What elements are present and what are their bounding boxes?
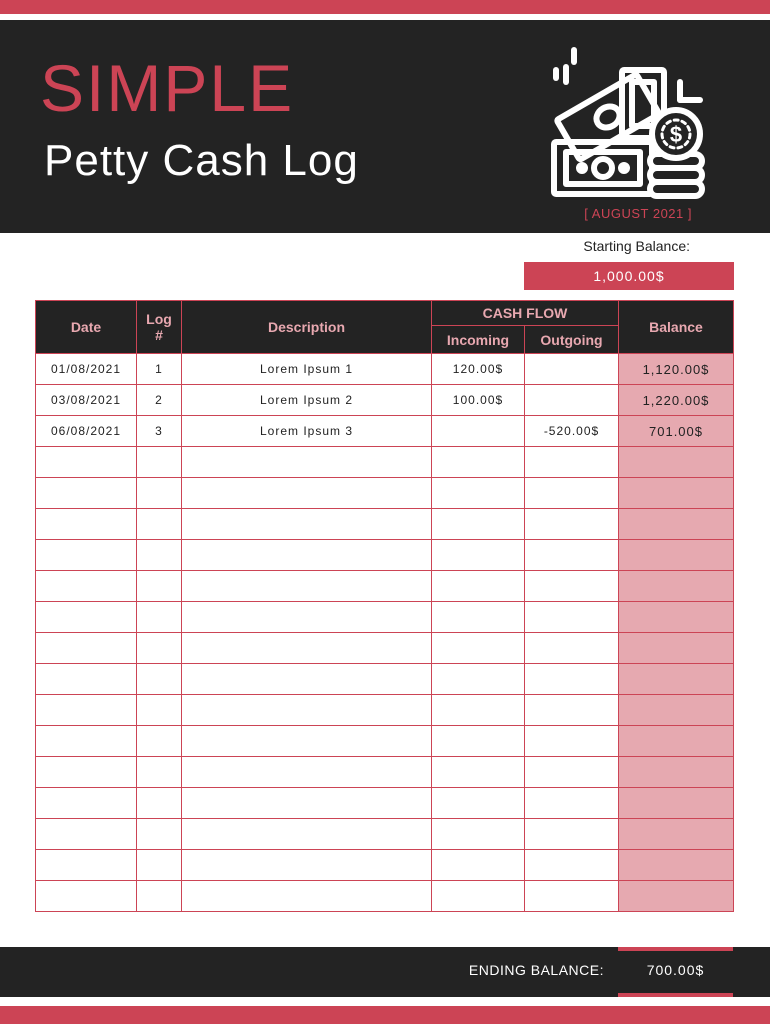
empty-cell-date [36, 633, 137, 664]
empty-cell-incoming [432, 850, 525, 881]
empty-cell-balance [619, 757, 734, 788]
header-outgoing: Outgoing [525, 326, 619, 354]
empty-cell-description [182, 664, 432, 695]
cell-incoming: 100.00$ [432, 385, 525, 416]
period-label: [ AUGUST 2021 ] [584, 206, 692, 221]
empty-cell-outgoing [525, 850, 619, 881]
table-body [36, 354, 734, 912]
cell-incoming: 120.00$ [432, 354, 525, 385]
cell-description: Lorem Ipsum 3 [182, 416, 432, 447]
cell-log: 1 [137, 354, 182, 385]
empty-cell-description [182, 819, 432, 850]
empty-cell-log [137, 447, 182, 478]
empty-cell-balance [619, 664, 734, 695]
top-accent-bar [0, 0, 770, 14]
empty-cell-description [182, 633, 432, 664]
cell-outgoing [525, 385, 619, 416]
empty-row [36, 757, 734, 788]
empty-cell-log [137, 695, 182, 726]
cell-outgoing: -520.00$ [525, 416, 619, 447]
empty-cell-description [182, 509, 432, 540]
empty-cell-description [182, 695, 432, 726]
empty-cell-log [137, 509, 182, 540]
empty-row [36, 881, 734, 912]
empty-cell-incoming [432, 509, 525, 540]
empty-cell-outgoing [525, 726, 619, 757]
empty-cell-date [36, 447, 137, 478]
bottom-accent-bar [0, 1006, 770, 1024]
cell-description: Lorem Ipsum 2 [182, 385, 432, 416]
empty-cell-incoming [432, 664, 525, 695]
empty-cell-incoming [432, 881, 525, 912]
empty-row [36, 695, 734, 726]
svg-text:$: $ [669, 122, 683, 147]
empty-cell-description [182, 540, 432, 571]
empty-cell-balance [619, 788, 734, 819]
empty-cell-date [36, 664, 137, 695]
cell-description: Lorem Ipsum 1 [182, 354, 432, 385]
empty-cell-date [36, 478, 137, 509]
empty-row [36, 571, 734, 602]
title-simple: SIMPLE [40, 51, 295, 125]
empty-cell-incoming [432, 540, 525, 571]
empty-cell-log [137, 602, 182, 633]
empty-cell-balance [619, 540, 734, 571]
cell-date: 06/08/2021 [36, 416, 137, 447]
starting-balance-label: Starting Balance: [583, 238, 690, 254]
empty-cell-log [137, 788, 182, 819]
empty-cell-incoming [432, 819, 525, 850]
ending-balance-value: 700.00$ [646, 962, 705, 978]
empty-cell-balance [619, 726, 734, 757]
empty-cell-outgoing [525, 819, 619, 850]
cell-log: 2 [137, 385, 182, 416]
empty-row [36, 602, 734, 633]
table-row [36, 385, 734, 416]
empty-cell-log [137, 664, 182, 695]
empty-cell-incoming [432, 788, 525, 819]
empty-cell-incoming [432, 726, 525, 757]
empty-cell-date [36, 819, 137, 850]
empty-cell-log [137, 478, 182, 509]
cell-incoming [432, 416, 525, 447]
empty-cell-outgoing [525, 571, 619, 602]
empty-cell-description [182, 757, 432, 788]
empty-row [36, 478, 734, 509]
empty-cell-outgoing [525, 881, 619, 912]
empty-cell-date [36, 850, 137, 881]
empty-row [36, 850, 734, 881]
empty-row [36, 726, 734, 757]
empty-cell-balance [619, 571, 734, 602]
empty-cell-description [182, 602, 432, 633]
empty-row [36, 540, 734, 571]
empty-cell-balance [619, 819, 734, 850]
empty-cell-outgoing [525, 664, 619, 695]
empty-cell-description [182, 881, 432, 912]
empty-cell-balance [619, 509, 734, 540]
cell-outgoing [525, 354, 619, 385]
empty-cell-incoming [432, 757, 525, 788]
empty-cell-incoming [432, 478, 525, 509]
cell-log: 3 [137, 416, 182, 447]
empty-cell-date [36, 788, 137, 819]
empty-cell-date [36, 726, 137, 757]
empty-cell-log [137, 571, 182, 602]
header-cash-flow: CASH FLOW [432, 301, 619, 326]
empty-cell-outgoing [525, 540, 619, 571]
ending-balance-label: ENDING BALANCE: [468, 962, 604, 978]
empty-cell-date [36, 571, 137, 602]
cell-balance: 701.00$ [619, 416, 734, 447]
empty-cell-description [182, 478, 432, 509]
cell-balance: 1,120.00$ [619, 354, 734, 385]
empty-cell-balance [619, 602, 734, 633]
table-row [36, 416, 734, 447]
empty-cell-date [36, 757, 137, 788]
header-incoming: Incoming [432, 326, 525, 354]
header-banner [0, 20, 770, 233]
empty-cell-outgoing [525, 602, 619, 633]
empty-cell-date [36, 602, 137, 633]
empty-cell-date [36, 695, 137, 726]
empty-cell-balance [619, 478, 734, 509]
empty-cell-log [137, 757, 182, 788]
empty-cell-outgoing [525, 695, 619, 726]
empty-cell-log [137, 726, 182, 757]
cell-date: 03/08/2021 [36, 385, 137, 416]
empty-cell-balance [619, 695, 734, 726]
empty-cell-log [137, 819, 182, 850]
empty-cell-log [137, 850, 182, 881]
empty-cell-description [182, 571, 432, 602]
cash-log-table [35, 300, 734, 912]
empty-cell-description [182, 850, 432, 881]
header-description: Description [182, 301, 432, 354]
empty-cell-outgoing [525, 788, 619, 819]
empty-cell-outgoing [525, 447, 619, 478]
cell-date: 01/08/2021 [36, 354, 137, 385]
header-log-number: Log # [137, 301, 182, 354]
empty-cell-outgoing [525, 478, 619, 509]
title-petty-cash-log: Petty Cash Log [44, 136, 359, 185]
starting-balance-value: 1,000.00$ [524, 262, 734, 290]
empty-cell-incoming [432, 602, 525, 633]
header-date: Date [36, 301, 137, 354]
empty-cell-outgoing [525, 633, 619, 664]
empty-row [36, 664, 734, 695]
empty-cell-incoming [432, 571, 525, 602]
empty-cell-log [137, 881, 182, 912]
header-balance: Balance [619, 301, 734, 354]
empty-cell-incoming [432, 695, 525, 726]
empty-cell-outgoing [525, 757, 619, 788]
empty-cell-balance [619, 447, 734, 478]
empty-cell-description [182, 726, 432, 757]
empty-cell-log [137, 540, 182, 571]
money-icon [548, 42, 708, 207]
empty-cell-date [36, 509, 137, 540]
empty-cell-log [137, 633, 182, 664]
empty-row [36, 633, 734, 664]
empty-cell-balance [619, 850, 734, 881]
empty-row [36, 509, 734, 540]
empty-row [36, 447, 734, 478]
cell-balance: 1,220.00$ [619, 385, 734, 416]
empty-cell-outgoing [525, 509, 619, 540]
table-row [36, 354, 734, 385]
empty-cell-incoming [432, 447, 525, 478]
empty-row [36, 788, 734, 819]
empty-cell-balance [619, 881, 734, 912]
empty-cell-balance [619, 633, 734, 664]
empty-cell-description [182, 447, 432, 478]
empty-cell-incoming [432, 633, 525, 664]
empty-cell-date [36, 540, 137, 571]
empty-row [36, 819, 734, 850]
empty-cell-description [182, 788, 432, 819]
empty-cell-date [36, 881, 137, 912]
